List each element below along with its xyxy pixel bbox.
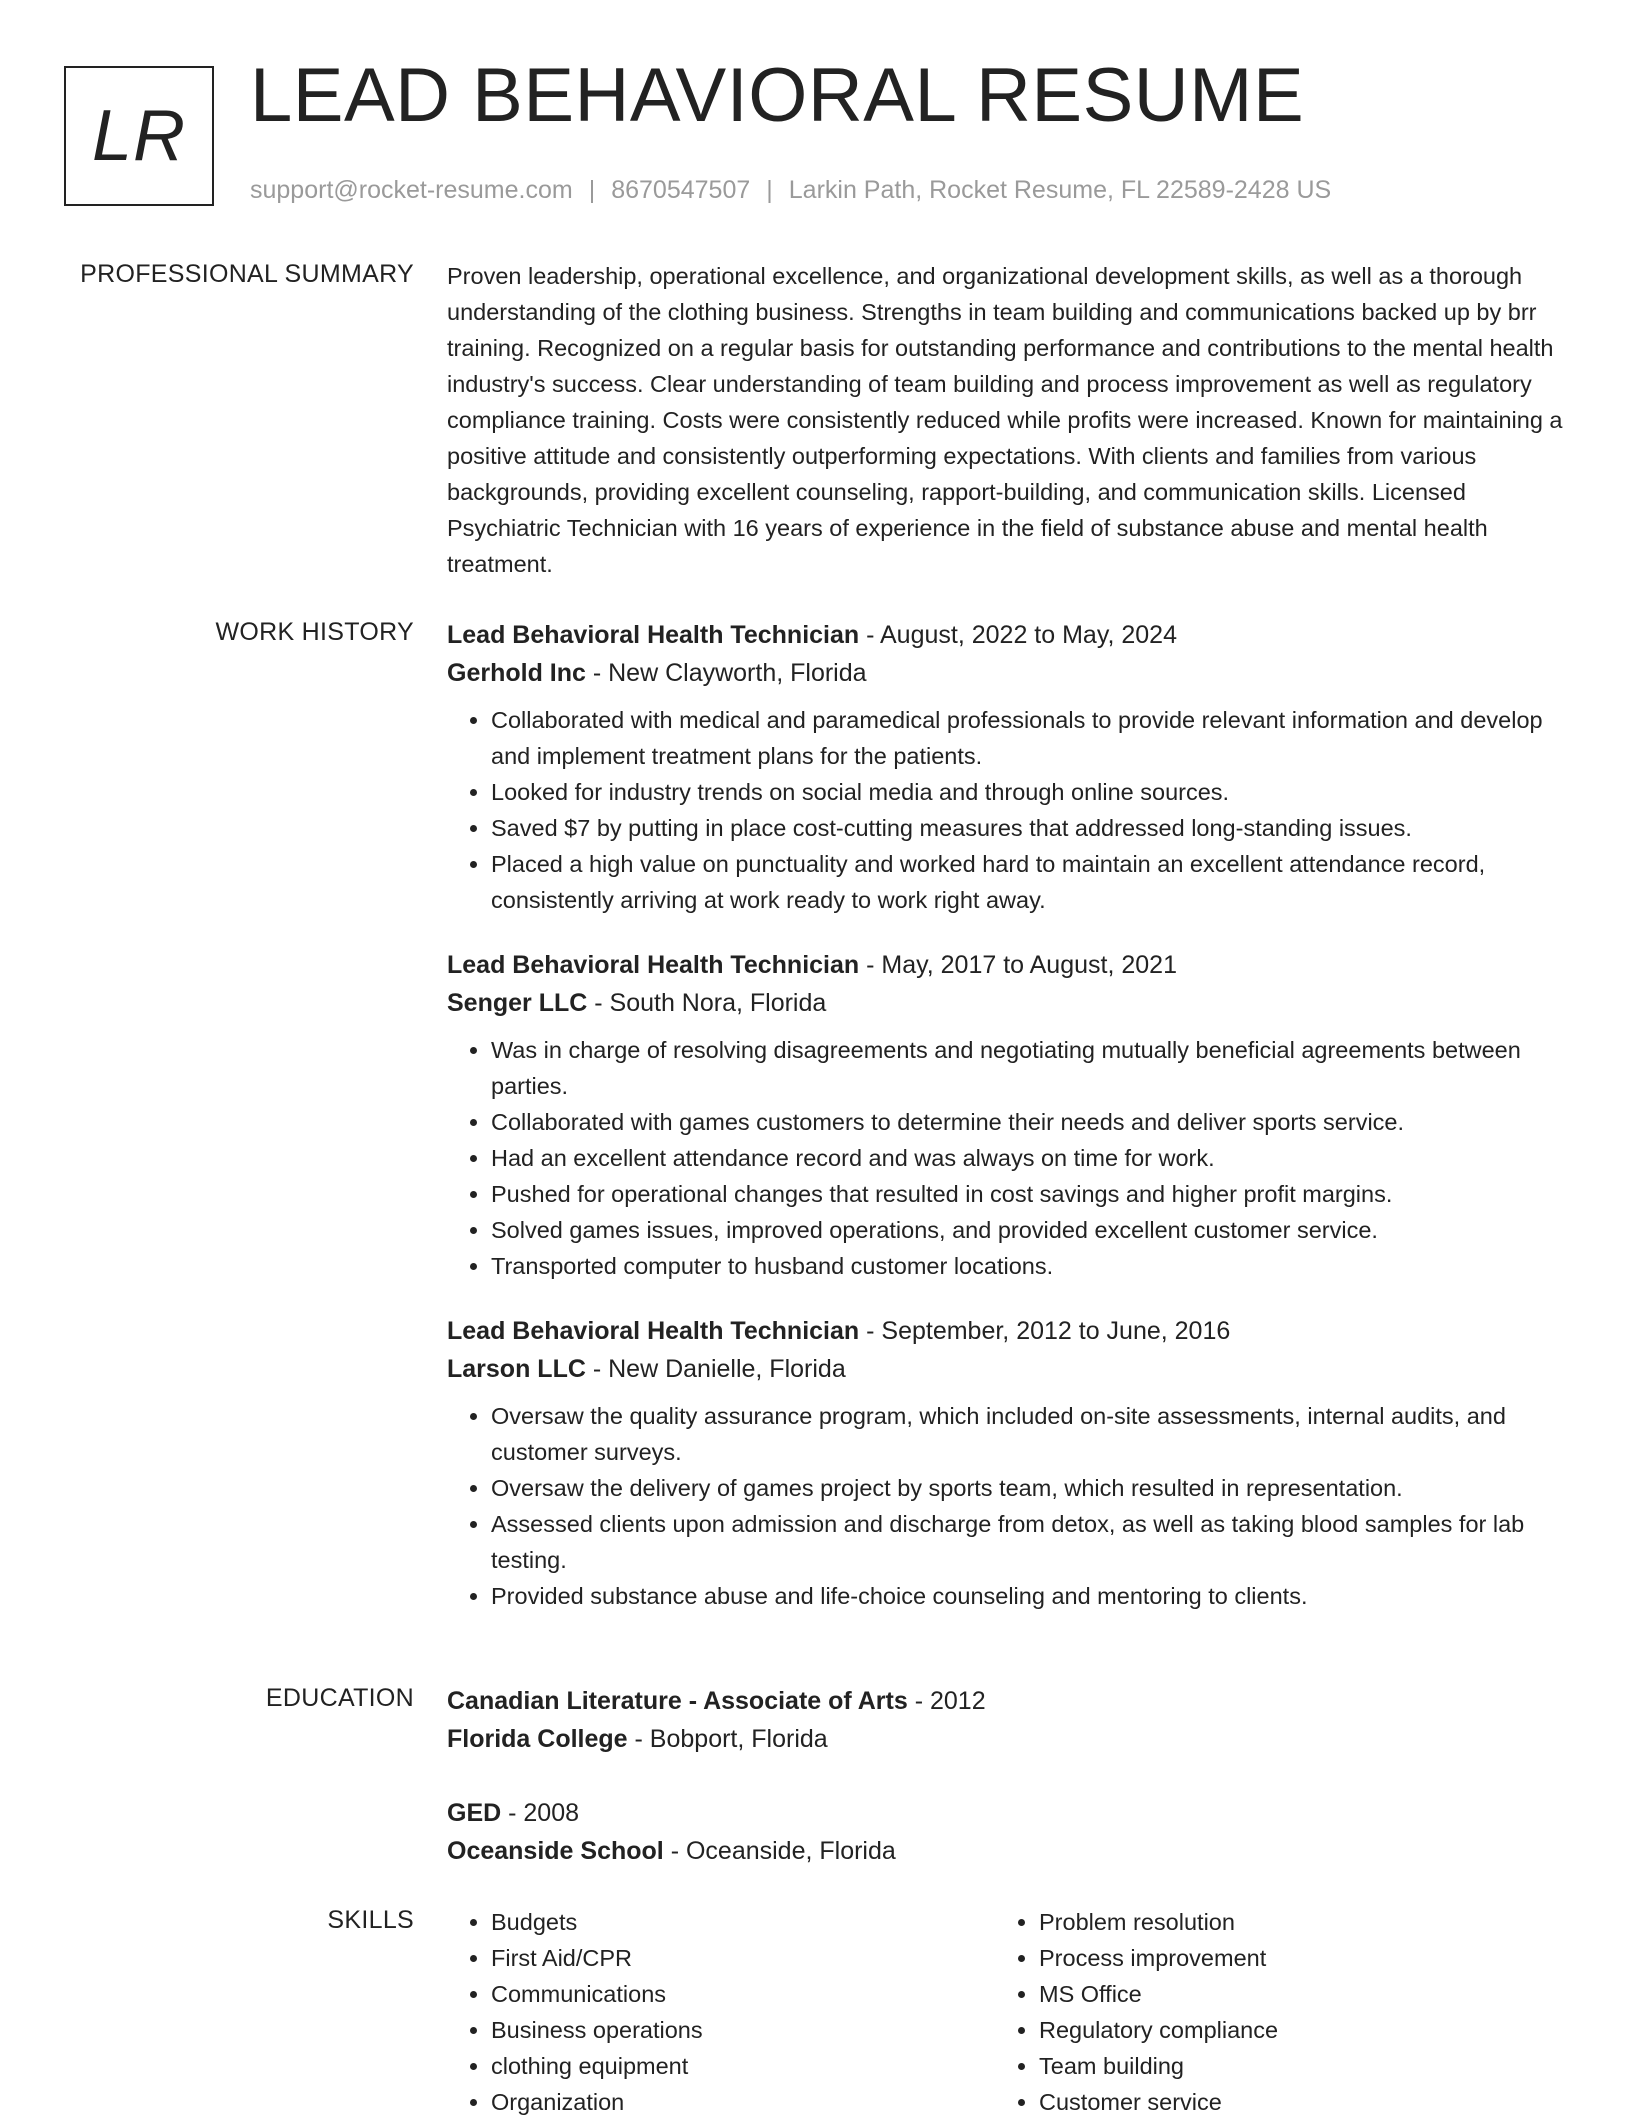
- job-company-line: [447, 984, 1567, 1022]
- skills-list-right: [995, 1904, 1543, 2120]
- education-school: Florida College: [447, 1725, 628, 1753]
- contact-email[interactable]: support@rocket-resume.com: [250, 176, 573, 204]
- job-dates: - September, 2012 to June, 2016: [859, 1317, 1231, 1345]
- job-bullets: [447, 702, 1567, 918]
- education-location: - Oceanside, Florida: [663, 1837, 896, 1865]
- job-bullet: • Assessed clients upon admission and discharge from detox, as well as taking blood samples for lab testing.: [491, 1506, 1567, 1578]
- job-bullet: • Oversaw the delivery of games project by sports team, which resulted in representation.: [491, 1470, 1567, 1506]
- job-location: - New Danielle, Florida: [585, 1355, 846, 1383]
- job-title-line: [447, 1312, 1567, 1350]
- section-label-skills: SKILLS: [327, 1906, 414, 1934]
- skill-item: • Process improvement: [1039, 1940, 1543, 1976]
- job-title: Lead Behavioral Health Technician: [447, 1317, 860, 1345]
- skill-item: • Communications: [491, 1976, 995, 2012]
- education-list: [447, 1682, 1567, 1906]
- education-school-line: [447, 1832, 1567, 1870]
- job-entry: [447, 1312, 1567, 1614]
- section-label-work-history: WORK HISTORY: [215, 618, 414, 646]
- job-company-line: [447, 654, 1567, 692]
- resume-title: LEAD BEHAVIORAL RESUME: [250, 53, 1305, 138]
- education-degree: Canadian Literature - Associate of Arts: [447, 1687, 908, 1715]
- job-entry: [447, 946, 1567, 1284]
- skill-item: • Problem resolution: [1039, 1904, 1543, 1940]
- job-location: - New Clayworth, Florida: [585, 659, 867, 687]
- education-year: - 2008: [501, 1799, 580, 1827]
- education-entry: [447, 1682, 1567, 1758]
- skill-item: • Customer service: [1039, 2084, 1543, 2120]
- skill-item: • clothing equipment: [491, 2048, 995, 2084]
- job-bullet: • Collaborated with medical and paramedical professionals to provide relevant information and develop and implement treatment plans for the patients.: [491, 702, 1567, 774]
- skill-item: • First Aid/CPR: [491, 1940, 995, 1976]
- education-degree: GED: [447, 1799, 502, 1827]
- skill-item: • Business operations: [491, 2012, 995, 2048]
- contact-separator: |: [588, 176, 596, 204]
- skill-item: • MS Office: [1039, 1976, 1543, 2012]
- job-bullet: • Collaborated with games customers to determine their needs and deliver sports service.: [491, 1104, 1567, 1140]
- job-bullet: • Transported computer to husband customer locations.: [491, 1248, 1567, 1284]
- job-company: Larson LLC: [447, 1355, 586, 1383]
- job-bullet: • Was in charge of resolving disagreements and negotiating mutually beneficial agreements between parties.: [491, 1032, 1567, 1104]
- job-bullet: • Pushed for operational changes that resulted in cost savings and higher profit margins.: [491, 1176, 1567, 1212]
- jobs-list: [447, 616, 1567, 1642]
- skill-item: • Regulatory compliance: [1039, 2012, 1543, 2048]
- job-bullet: • Had an excellent attendance record and was always on time for work.: [491, 1140, 1567, 1176]
- job-location: - South Nora, Florida: [587, 989, 827, 1017]
- job-bullet: • Saved $7 by putting in place cost-cutting measures that addressed long-standing issues.: [491, 810, 1567, 846]
- section-label-education: EDUCATION: [265, 1684, 414, 1712]
- job-company: Gerhold Inc: [447, 659, 586, 687]
- job-bullet: • Solved games issues, improved operations, and provided excellent customer service.: [491, 1212, 1567, 1248]
- job-dates: - May, 2017 to August, 2021: [859, 951, 1177, 979]
- summary-text: Proven leadership, operational excellence, and organizational development skills, as well as a thorough understanding of the clothing business. Strengths in team building and communications backed up by brr training. Recognized on a regular basis for outstanding performance and contributions to the mental health industry's success. Clear understanding of team building and process improvement as well as regulatory compliance training. Costs were consistently reduced while profits were increased. Known for maintaining a positive attitude and consistently outperforming expectations. With clients and families from various backgrounds, providing excellent counseling, rapport-building, and communication skills. Licensed Psychiatric Technician with 16 years of experience in the field of substance abuse and mental health treatment.: [447, 263, 1563, 577]
- job-bullet: • Placed a high value on punctuality and worked hard to maintain an excellent attendance record, consistently arriving at work ready to work right away.: [491, 846, 1567, 918]
- section-label-summary: PROFESSIONAL SUMMARY: [80, 260, 414, 288]
- skill-item: • Team building: [1039, 2048, 1543, 2084]
- job-company-line: [447, 1350, 1567, 1388]
- skill-item: • Organization: [491, 2084, 995, 2120]
- education-degree-line: [447, 1682, 1567, 1720]
- monogram-logo: LR: [64, 66, 214, 206]
- education-degree-line: [447, 1794, 1567, 1832]
- contact-phone[interactable]: 8670547507: [611, 176, 751, 204]
- education-school: Oceanside School: [447, 1837, 664, 1865]
- job-bullets: [447, 1398, 1567, 1614]
- job-title-line: [447, 616, 1567, 654]
- job-title: Lead Behavioral Health Technician: [447, 951, 860, 979]
- job-title-line: [447, 946, 1567, 984]
- skills-list-left: [447, 1904, 995, 2120]
- education-year: - 2012: [907, 1687, 986, 1715]
- job-entry: [447, 616, 1567, 918]
- contact-address: Larkin Path, Rocket Resume, FL 22589-2428 US: [788, 176, 1332, 204]
- contact-line: [250, 176, 1331, 205]
- contact-separator: |: [766, 176, 773, 204]
- job-bullet: • Provided substance abuse and life-choice counseling and mentoring to clients.: [491, 1578, 1567, 1614]
- education-school-line: [447, 1720, 1567, 1758]
- job-bullet: • Looked for industry trends on social media and through online sources.: [491, 774, 1567, 810]
- education-entry: [447, 1794, 1567, 1870]
- job-title: Lead Behavioral Health Technician: [447, 621, 860, 649]
- job-dates: - August, 2022 to May, 2024: [859, 621, 1177, 649]
- job-bullets: [447, 1032, 1567, 1284]
- job-bullet: • Oversaw the quality assurance program, which included on-site assessments, internal audits, and customer surveys.: [491, 1398, 1567, 1470]
- job-company: Senger LLC: [447, 989, 588, 1017]
- education-location: - Bobport, Florida: [627, 1725, 828, 1753]
- skill-item: • Budgets: [491, 1904, 995, 1940]
